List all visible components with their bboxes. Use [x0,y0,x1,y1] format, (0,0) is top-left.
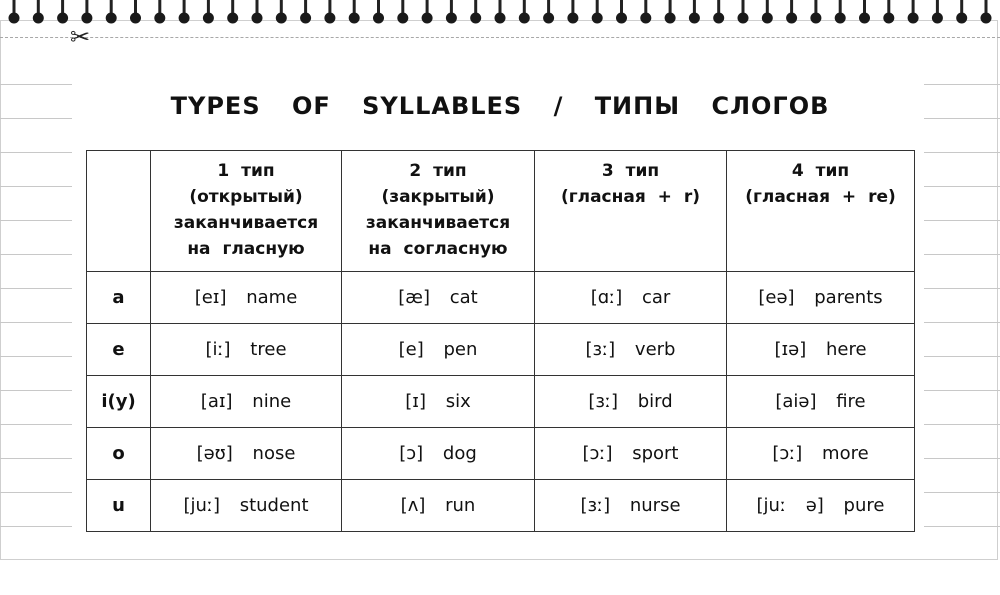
spiral-wire [304,0,307,14]
spiral-hole [349,13,360,24]
spiral-wire [644,0,647,14]
spiral-wire [401,0,404,14]
spiral-hole [106,13,117,24]
spiral-hole [33,13,44,24]
ruled-line [924,288,1000,289]
ruled-line [0,390,72,391]
table-cell: [ʌ] run [342,480,535,532]
table-cell: [eɪ] name [151,272,342,324]
spiral-wire [693,0,696,14]
table-cell: [e] pen [342,324,535,376]
spiral-wire [717,0,720,14]
spiral-wire [280,0,283,14]
table-cell: [ɜː] bird [535,376,727,428]
table-cell: [juː] student [151,480,342,532]
ruled-line [0,322,72,323]
ruled-line [0,424,72,425]
row-letter: i(y) [87,376,151,428]
table-cell: [ɔ] dog [342,428,535,480]
spiral-hole [154,13,165,24]
ruled-line [924,186,1000,187]
spiral-hole [179,13,190,24]
table-header-row [87,151,915,272]
page-title: TYPES OF SYLLABLES / ТИПЫ СЛОГОВ [170,92,830,120]
spiral-wire [547,0,550,14]
spiral-hole [762,13,773,24]
spiral-wire [814,0,817,14]
spiral-hole [519,13,530,24]
spiral-wire [499,0,502,14]
table-cell: [eə] parents [727,272,915,324]
spiral-wire [377,0,380,14]
syllables-table [86,150,915,532]
spiral-wire [474,0,477,14]
spiral-wire [863,0,866,14]
spiral-hole [908,13,919,24]
spiral-wire [134,0,137,14]
spiral-hole [543,13,554,24]
spiral-hole [470,13,481,24]
spiral-wire [328,0,331,14]
ruled-line [0,220,72,221]
ruled-line [0,288,72,289]
ruled-line [924,322,1000,323]
spiral-wire [669,0,672,14]
spiral-wire [985,0,988,14]
table-cell: [aiə] fire [727,376,915,428]
row-letter: u [87,480,151,532]
spiral-hole [9,13,20,24]
spiral-wire [353,0,356,14]
spiral-hole [956,13,967,24]
ruled-line [0,152,72,153]
cut-line [0,37,1000,38]
spiral-hole [665,13,676,24]
spiral-wire [523,0,526,14]
table-row [87,376,915,428]
header-type-1: 1 тип (открытый) заканчивается на гласную [151,151,342,272]
spiral-wire [839,0,842,14]
row-letter: o [87,428,151,480]
spiral-wire [790,0,793,14]
spiral-hole [689,13,700,24]
ruled-line [924,254,1000,255]
spiral-hole [810,13,821,24]
spiral-hole [422,13,433,24]
header-type-2: 2 тип (закрытый) заканчивается на согласную [342,151,535,272]
ruled-line [0,526,72,527]
ruled-line [924,356,1000,357]
spiral-hole [324,13,335,24]
ruled-line [0,84,72,85]
table-cell: [əʊ] nose [151,428,342,480]
header-type-3: 3 тип (гласная + r) [535,151,727,272]
header-type-4: 4 тип (гласная + re) [727,151,915,272]
table-cell: [ɔː] sport [535,428,727,480]
spiral-wire [936,0,939,14]
spiral-hole [883,13,894,24]
spiral-hole [932,13,943,24]
spiral-hole [713,13,724,24]
ruled-line [0,254,72,255]
ruled-line [924,424,1000,425]
header-corner [87,151,151,272]
ruled-line [924,84,1000,85]
ruled-line [924,152,1000,153]
ruled-line [924,458,1000,459]
spiral-hole [592,13,603,24]
table-cell: [ɔː] more [727,428,915,480]
table-cell: [ɪə] here [727,324,915,376]
spiral-wire [620,0,623,14]
spiral-wire [426,0,429,14]
spiral-hole [300,13,311,24]
spiral-hole [495,13,506,24]
table-row [87,480,915,532]
table-row [87,428,915,480]
ruled-line [0,492,72,493]
spiral-wire [766,0,769,14]
ruled-line [0,186,72,187]
spiral-wire [960,0,963,14]
spiral-wire [450,0,453,14]
spiral-wire [158,0,161,14]
ruled-line [924,492,1000,493]
spiral-wire [183,0,186,14]
table-cell: [ɜː] verb [535,324,727,376]
table-cell: [iː] tree [151,324,342,376]
spiral-hole [227,13,238,24]
spiral-wire [85,0,88,14]
spiral-hole [130,13,141,24]
ruled-line [0,458,72,459]
table-cell: [ɜː] nurse [535,480,727,532]
spiral-wire [110,0,113,14]
spiral-wire [37,0,40,14]
spiral-hole [786,13,797,24]
table-cell: [ɑː] car [535,272,727,324]
ruled-line [0,356,72,357]
spiral-hole [81,13,92,24]
spiral-hole [567,13,578,24]
row-letter: e [87,324,151,376]
table-cell: [ɪ] six [342,376,535,428]
scissors-icon: ✂ [70,23,91,51]
table-row [87,272,915,324]
spiral-hole [640,13,651,24]
spiral-wire [256,0,259,14]
ruled-line [924,526,1000,527]
spiral-hole [373,13,384,24]
table-cell: [juː ə] pure [727,480,915,532]
spiral-wire [742,0,745,14]
spiral-hole [203,13,214,24]
table-cell: [aɪ] nine [151,376,342,428]
spiral-wire [912,0,915,14]
ruled-line [924,220,1000,221]
spiral-hole [57,13,68,24]
spiral-hole [252,13,263,24]
spiral-hole [835,13,846,24]
spiral-wire [207,0,210,14]
spiral-hole [616,13,627,24]
ruled-line [924,390,1000,391]
spiral-hole [397,13,408,24]
spiral-hole [276,13,287,24]
spiral-hole [446,13,457,24]
spiral-wire [887,0,890,14]
spiral-hole [981,13,992,24]
spiral-wire [13,0,16,14]
spiral-wire [596,0,599,14]
spiral-hole [859,13,870,24]
spiral-wire [231,0,234,14]
spiral-hole [738,13,749,24]
row-letter: a [87,272,151,324]
spiral-wire [571,0,574,14]
table-row [87,324,915,376]
spiral-binding-icon [0,0,1000,30]
table-cell: [æ] cat [342,272,535,324]
spiral-wire [61,0,64,14]
